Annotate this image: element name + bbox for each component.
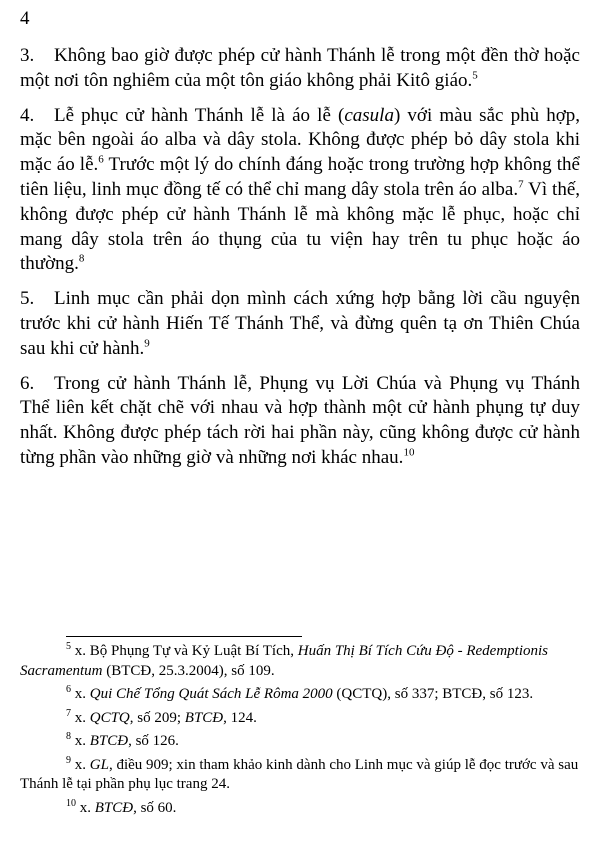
paragraph xyxy=(20,372,580,471)
body-text xyxy=(20,44,580,481)
text-run: ) với màu sắc phù hợp, mặc bên ngoài áo alba và dây stola. Không được phép bỏ dây stola khi mặc áo lễ. xyxy=(20,104,580,176)
footnote xyxy=(20,799,582,819)
paragraph-number: 3. xyxy=(20,45,35,66)
italic-text: BTCĐ xyxy=(94,799,134,816)
footnote-ref: 5 xyxy=(472,69,478,82)
paragraph-number: 6. xyxy=(20,372,35,394)
footnote-number: 6 xyxy=(66,684,71,695)
italic-text: casula xyxy=(344,104,394,126)
paragraph xyxy=(20,104,580,278)
text-run: x. xyxy=(71,709,90,726)
footnote-number: 10 xyxy=(66,797,76,809)
footnote xyxy=(20,756,582,795)
text-run: x. xyxy=(71,686,90,702)
text-run: , số 126. xyxy=(128,733,179,749)
italic-text: BTCĐ xyxy=(184,709,224,726)
footnote xyxy=(20,732,582,752)
text-run: (BTCĐ, 25.3.2004), số 109. xyxy=(102,662,275,679)
text-run: x. xyxy=(76,799,95,816)
footnote-number: 8 xyxy=(66,731,71,742)
text-run: Trong cử hành Thánh lễ, Phụng vụ Lời Chúa và Phụng vụ Thánh Thể liên kết chặt chẽ với nhau và hợp thành một cử hành phụng tự duy nhất. Không được phép tách rời hai phần này, cũng không được cử hành từng phần vào những giờ và những nơi khác nhau. xyxy=(20,372,580,468)
footnotes xyxy=(20,642,582,822)
paragraph xyxy=(20,44,580,94)
footnote-ref: 8 xyxy=(78,253,85,266)
paragraph xyxy=(20,287,580,361)
footnote xyxy=(20,642,582,681)
text-run: Linh mục cần phải dọn mình cách xứng hợp bằng lời cầu nguyện trước khi cử hành Hiến Tế Thánh Thể, và đừng quên tạ ơn Thiên Chúa sau khi cử hành. xyxy=(20,288,580,359)
text-run: x. xyxy=(71,756,90,773)
italic-text: BTCĐ xyxy=(89,733,129,749)
footnote xyxy=(20,685,582,705)
italic-text: QCTQ xyxy=(89,709,130,726)
text-run: Không bao giờ được phép cử hành Thánh lễ trong một đền thờ hoặc một nơi tôn nghiêm của một tôn giáo không phải Kitô giáo. xyxy=(20,45,580,91)
italic-text: Huấn Thị Bí Tích Cứu Độ - Redemptionis Sacramentum xyxy=(20,643,549,679)
paragraph-number: 5. xyxy=(20,288,35,310)
italic-text: GL xyxy=(89,756,109,773)
footnote-ref: 10 xyxy=(403,446,415,459)
text-run: Vì thế, không được phép cử hành Thánh lễ mà không mặc lễ phục, hoặc chỉ mang dây stola trên áo thụng của tu viện hay trên tu phục hoặc áo thường. xyxy=(20,178,580,275)
text-run: Trước một lý do chính đáng hoặc trong trường hợp không thể tiên liệu, linh mục đồng tế có thể chỉ mang dây stola trên áo alba. xyxy=(20,154,580,200)
footnote-number: 7 xyxy=(66,707,71,719)
text-run: (QCTQ), số 337; BTCĐ, số 123. xyxy=(332,686,534,702)
paragraph-number: 4. xyxy=(20,104,35,126)
text-run: , 124. xyxy=(223,709,257,726)
footnote-ref: 9 xyxy=(144,337,150,350)
footnote-rule xyxy=(66,636,302,637)
footnote-number: 5 xyxy=(66,641,71,652)
footnote-ref: 6 xyxy=(98,153,104,166)
footnote-number: 9 xyxy=(66,754,71,766)
italic-text: Qui Chế Tổng Quát Sách Lễ Rôma 2000 xyxy=(89,686,333,702)
footnote xyxy=(20,709,582,729)
text-run: Lễ phục cử hành Thánh lễ là áo lễ ( xyxy=(54,104,345,126)
text-run: , số 60. xyxy=(133,799,177,816)
page-number: 4 xyxy=(20,8,30,29)
text-run: x. xyxy=(71,733,90,749)
text-run: , điều 909; xin tham khảo kinh dành cho Linh mục và giúp lễ đọc trước và sau Thánh lễ tại phần phụ lục trang 24. xyxy=(20,756,579,792)
text-run: , số 209; xyxy=(129,709,185,726)
footnote-ref: 7 xyxy=(518,178,524,191)
text-run: x. Bộ Phụng Tự và Kỷ Luật Bí Tích, xyxy=(71,643,298,659)
